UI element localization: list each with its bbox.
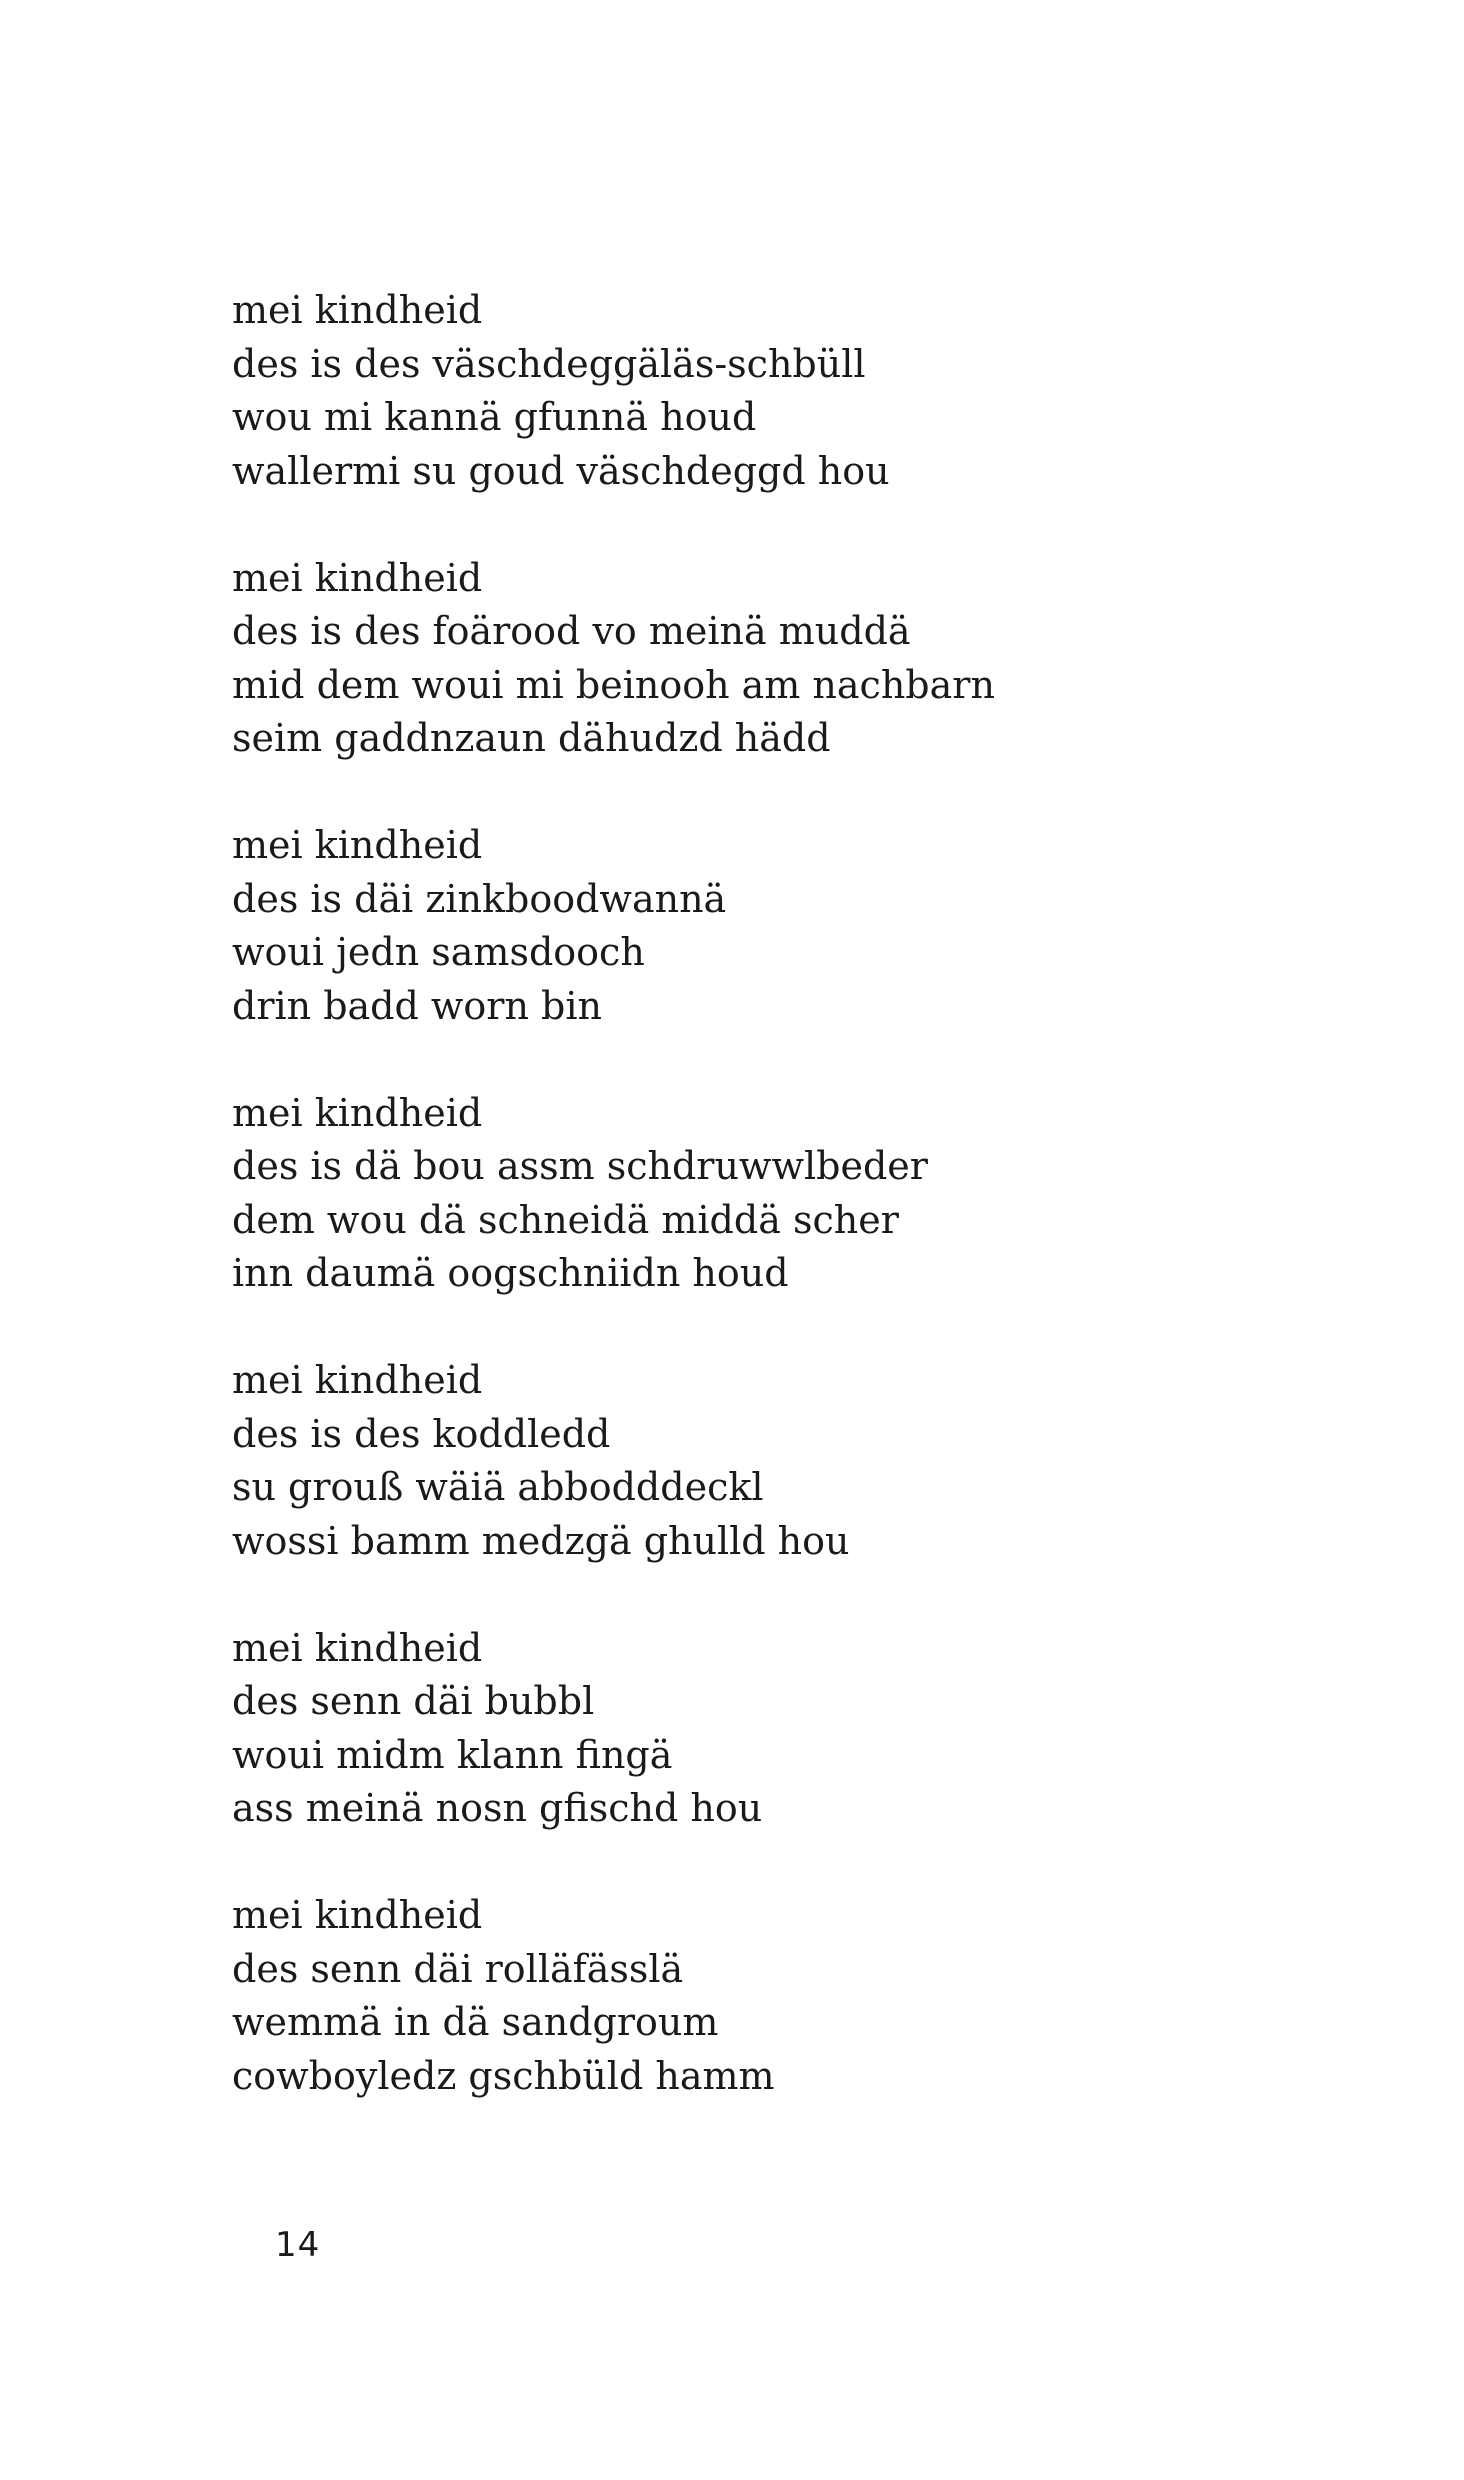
poem-line: mei kindheid <box>232 1625 483 1670</box>
poem-line: des senn däi rolläfässlä <box>232 1946 684 1991</box>
poem-line: woui midm klann fingä <box>232 1732 673 1777</box>
poem-line: mei kindheid <box>232 1358 483 1402</box>
poem-line: wou mi kannä gfunnä houd <box>232 395 757 439</box>
poem-line: mei kindheid <box>232 288 483 332</box>
poem-line: mei kindheid <box>232 555 483 600</box>
poem-line: wemmä in dä sandgroum <box>232 2000 719 2044</box>
poem-line: des is des foärood vo meinä muddä <box>232 609 911 653</box>
poem-line: des senn däi bubbl <box>232 1679 595 1723</box>
stanza-6 <box>232 1622 1332 1836</box>
poem-line: mid dem woui mi beinooh am nachbarn <box>232 662 995 707</box>
poem-line: des is däi zinkboodwannä <box>232 876 727 921</box>
poem-line: des is dä bou assm schdruwwlbeder <box>232 1144 928 1188</box>
poem-line: mei kindheid <box>232 1893 483 1937</box>
poem-line: seim gaddnzaun dähudzd hädd <box>232 716 831 760</box>
poem <box>232 284 1332 2157</box>
poem-line: mei kindheid <box>232 1090 483 1135</box>
stanza-2 <box>232 552 1332 766</box>
poem-line: cowboyledz gschbüld hamm <box>232 2053 775 2098</box>
poem-line: des is des koddledd <box>232 1411 611 1456</box>
stanza-4 <box>232 1087 1332 1301</box>
poem-line: inn daumä oogschniidn houd <box>232 1251 789 1295</box>
poem-line: des is des väschdeggäläs-schbüll <box>232 341 866 386</box>
stanza-3 <box>232 819 1332 1033</box>
stanza-5 <box>232 1354 1332 1568</box>
poem-line: mei kindheid <box>232 823 483 867</box>
poem-line: su grouß wäiä abbodddeckl <box>232 1465 764 1509</box>
stanza-1 <box>232 284 1332 498</box>
poem-line: ass meinä nosn gfischd hou <box>232 1786 763 1830</box>
poem-line: wossi bamm medzgä ghulld hou <box>232 1518 850 1563</box>
poem-line: woui jedn samsdooch <box>232 930 645 974</box>
poem-line: wallermi su goud väschdeggd hou <box>232 448 890 493</box>
poem-line: drin badd worn bin <box>232 983 602 1028</box>
page-number: 14 <box>275 2225 321 2265</box>
poem-line: dem wou dä schneidä middä scher <box>232 1197 899 1242</box>
stanza-7 <box>232 1889 1332 2103</box>
